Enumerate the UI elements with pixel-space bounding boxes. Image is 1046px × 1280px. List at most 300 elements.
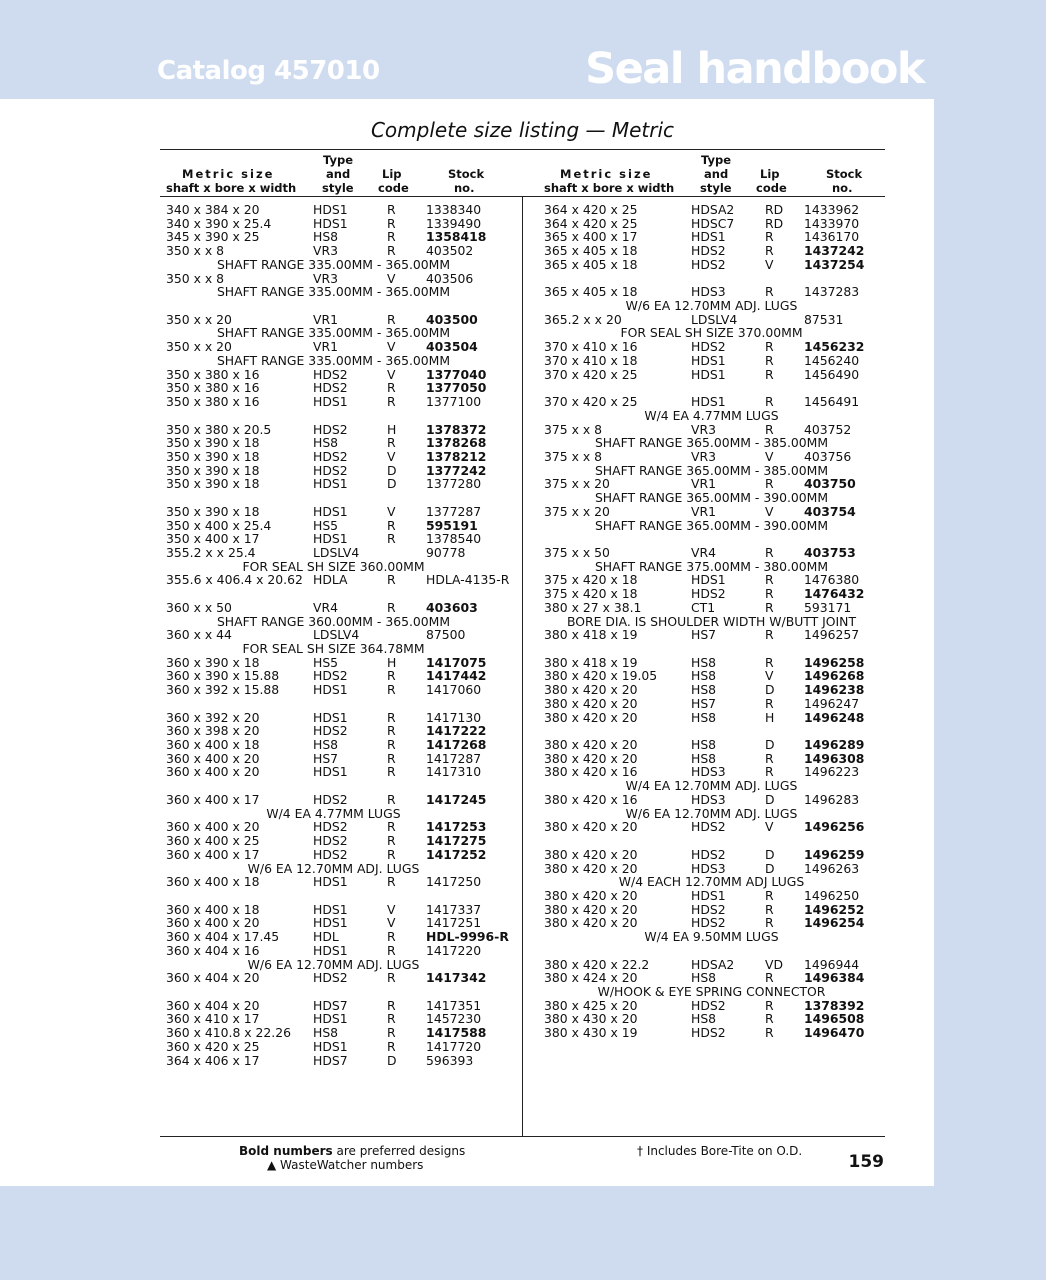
style-cell: HDS1 [691,572,726,588]
style-cell: HDS1 [313,1038,348,1054]
stock-cell: 595191 [426,517,478,533]
style-cell: HS8 [691,750,717,766]
style-cell: VR3 [313,270,338,286]
style-cell: HDS2 [313,970,348,986]
stock-cell: 1417130 [426,709,482,725]
table-row [539,477,894,491]
note-text: SHAFT RANGE 375.00MM - 380.00MM [594,558,829,574]
style-cell: HDS2 [313,462,348,478]
style-cell: LDSLV4 [313,627,360,643]
lip-cell: R [765,764,774,780]
size-cell: 355.6 x 406.4 x 20.62 [166,572,303,588]
legend-bold-label: Bold numbers [239,1144,333,1158]
style-cell: HS7 [691,695,717,711]
lip-cell: V [387,448,396,464]
size-cell: 360 x 404 x 16 [166,942,260,958]
stock-cell: 1377280 [426,476,482,492]
size-cell: 380 x 420 x 20 [544,682,638,698]
size-cell: 360 x 400 x 18 [166,901,260,917]
note-text: FOR SEAL SH SIZE 370.00MM [620,325,803,341]
note-text: SHAFT RANGE 365.00MM - 385.00MM [594,462,829,478]
spacer-row [539,642,894,656]
stock-cell: HDLA-4135-R [426,572,510,588]
lip-cell: V [387,503,396,519]
stock-cell: 1417442 [426,668,487,684]
lip-cell: R [387,942,396,958]
table-row [539,820,894,834]
style-cell: HDS2 [691,915,726,931]
size-cell: 360 x x 50 [166,599,232,615]
legend-bold [239,1144,465,1158]
lip-cell: R [387,435,396,451]
size-cell: 370 x 410 x 18 [544,352,638,368]
stock-cell: 1417337 [426,901,482,917]
lip-cell: R [387,874,396,890]
size-cell: 360 x 398 x 20 [166,723,260,739]
style-cell: HDS1 [313,531,348,547]
stock-cell: 1476432 [804,586,865,602]
note-row [539,560,894,574]
style-cell: HDS1 [313,682,348,698]
size-cell: 360 x 404 x 17.45 [166,929,280,945]
note-text: W/4 EA 12.70MM ADJ. LUGS [625,778,798,794]
lip-cell: V [765,503,774,519]
stock-cell: 1496283 [804,791,860,807]
style-cell: HDS1 [691,394,726,410]
spacer-row [161,491,516,505]
table-row [161,930,516,944]
note-text: W/6 EA 12.70MM ADJ. LUGS [247,956,420,972]
table-row [161,1012,516,1026]
note-text: SHAFT RANGE 335.00MM - 365.00MM [216,256,451,272]
size-cell: 380 x 420 x 20 [544,915,638,931]
lip-cell: R [765,750,774,766]
stock-cell: 1417220 [426,942,482,958]
table-row [161,711,516,725]
table-row [539,916,894,930]
style-cell: HDS1 [691,229,726,245]
table-row [539,395,894,409]
note-row [161,807,516,821]
size-cell: 350 x 400 x 17 [166,531,260,547]
lip-cell: R [387,970,396,986]
style-cell: HDSC7 [691,215,735,231]
stock-cell: 1496508 [804,1011,865,1027]
style-cell: HS7 [691,627,717,643]
note-text: SHAFT RANGE 365.00MM - 385.00MM [594,435,829,451]
stock-cell: 1496257 [804,627,860,643]
style-cell: HS8 [691,970,717,986]
table-row [539,1026,894,1040]
style-cell: VR4 [691,544,716,560]
style-cell: HDS2 [691,339,726,355]
lip-cell: V [387,270,396,286]
lip-cell: V [387,915,396,931]
size-cell: 360 x 400 x 20 [166,819,260,835]
stock-cell: 1456232 [804,339,865,355]
lip-cell: V [765,819,774,835]
stock-cell: 1496289 [804,737,865,753]
stock-cell: 1377287 [426,503,482,519]
stock-cell: 1417252 [426,846,487,862]
spacer-row [161,889,516,903]
size-cell: 350 x 390 x 18 [166,448,260,464]
table-row [161,532,516,546]
style-cell: HDLA [313,572,348,588]
size-cell: 360 x 404 x 20 [166,970,260,986]
table-row [161,340,516,354]
note-text: BORE DIA. IS SHOULDER WIDTH W/BUTT JOINT [566,613,857,629]
stock-cell: 593171 [804,599,852,615]
table-row [161,834,516,848]
stock-cell: 1339490 [426,215,482,231]
table-row [539,656,894,670]
stock-cell: 90778 [426,544,466,560]
stock-cell: 1496308 [804,750,865,766]
table-row [161,546,516,560]
stock-cell: 87531 [804,311,844,327]
style-cell: HS8 [691,682,717,698]
lip-cell: R [387,229,396,245]
table-row [161,724,516,738]
header-size-bottom: shaft x bore x width [166,181,297,195]
style-cell: HDL [313,929,339,945]
lip-cell: RD [765,215,784,231]
style-cell: HDS1 [691,352,726,368]
size-cell: 360 x 400 x 18 [166,737,260,753]
table-row [539,546,894,560]
lip-cell: V [765,668,774,684]
lip-cell: R [387,215,396,231]
spacer-row [539,532,894,546]
header-lip-2: code [378,181,409,195]
note-text: SHAFT RANGE 365.00MM - 390.00MM [594,490,829,506]
lip-cell: R [387,202,396,217]
stock-cell: 1417351 [426,997,482,1013]
lip-cell: R [765,599,774,615]
style-cell: LDSLV4 [313,544,360,560]
stock-cell: 596393 [426,1052,474,1068]
lip-cell: R [387,572,396,588]
table-row [539,889,894,903]
lip-cell: R [765,544,774,560]
lip-cell: R [765,476,774,492]
style-cell: HDS7 [313,997,348,1013]
lip-cell: D [765,682,775,698]
note-row [539,519,894,533]
size-cell: 360 x 410 x 17 [166,1011,260,1027]
spacer-row [161,409,516,423]
size-cell: 360 x 420 x 25 [166,1038,260,1054]
table-row [161,505,516,519]
table-row [539,258,894,272]
table-row [161,628,516,642]
table-row [539,573,894,587]
stock-cell: HDL-9996-R [426,929,509,945]
spacer-row [539,381,894,395]
lip-cell: R [387,682,396,698]
style-cell: HDS2 [691,901,726,917]
stock-cell: 1496258 [804,654,865,670]
stock-cell: 1377050 [426,380,487,396]
size-cell: 375 x x 8 [544,421,603,437]
header-type-3: style [322,181,354,195]
note-text: W/4 EACH 12.70MM ADJ LUGS [618,874,805,890]
note-text: W/HOOK & EYE SPRING CONNECTOR [597,983,826,999]
style-cell: HDS1 [313,709,348,725]
table-row [539,601,894,615]
size-cell: 375 x x 50 [544,544,610,560]
lip-cell: H [765,709,775,725]
note-text: SHAFT RANGE 335.00MM - 365.00MM [216,284,451,300]
stock-cell: 1496268 [804,668,865,684]
size-cell: 360 x 400 x 20 [166,915,260,931]
size-cell: 375 x x 8 [544,448,603,464]
stock-cell: 1496259 [804,846,865,862]
table-row [161,477,516,491]
table-row [161,381,516,395]
style-cell: HDS1 [313,915,348,931]
style-cell: HS8 [313,737,339,753]
spacer-row [539,944,894,958]
stock-cell: 1496256 [804,819,865,835]
size-cell: 380 x 420 x 20 [544,819,638,835]
table-row [161,601,516,615]
table-row [161,272,516,286]
stock-cell: 1417253 [426,819,487,835]
table-row [161,999,516,1013]
left-size-list [161,203,516,1067]
legend-wastewatcher: ▲ WasteWatcher numbers [267,1158,424,1172]
style-cell: HDS2 [313,846,348,862]
table-row [539,230,894,244]
size-cell: 380 x 420 x 20 [544,860,638,876]
lip-cell: R [387,599,396,615]
style-cell: HDS1 [313,901,348,917]
size-cell: 370 x 410 x 16 [544,339,638,355]
stock-cell: 1417268 [426,737,487,753]
note-row [539,807,894,821]
table-row [161,203,516,217]
stock-cell: 1417075 [426,654,487,670]
note-text: SHAFT RANGE 360.00MM - 365.00MM [216,613,451,629]
table-row [539,958,894,972]
style-cell: CT1 [691,599,716,615]
spacer-row [161,985,516,999]
size-cell: 360 x 390 x 15.88 [166,668,280,684]
table-row [161,217,516,231]
table-row [161,683,516,697]
stock-cell: 1437283 [804,284,860,300]
table-row [161,368,516,382]
note-row [161,258,516,272]
stock-cell: 403752 [804,421,852,437]
table-row [539,587,894,601]
stock-cell: 1378268 [426,435,487,451]
lip-cell: R [387,929,396,945]
note-row [539,436,894,450]
stock-cell: 1338340 [426,202,482,217]
note-row [539,409,894,423]
size-cell: 375 x 420 x 18 [544,586,638,602]
size-cell: 375 x x 20 [544,503,610,519]
style-cell: HDS2 [691,819,726,835]
right-column-header [538,153,885,195]
lip-cell: R [765,654,774,670]
size-cell: 364 x 420 x 25 [544,215,638,231]
size-cell: 365.2 x x 20 [544,311,622,327]
style-cell: HDS3 [691,791,726,807]
stock-cell: 1377100 [426,394,482,410]
spacer-row [161,779,516,793]
note-text: SHAFT RANGE 365.00MM - 390.00MM [594,517,829,533]
stock-cell: 1378372 [426,421,487,437]
size-cell: 380 x 27 x 38.1 [544,599,642,615]
table-row [539,669,894,683]
stock-cell: 1433970 [804,215,860,231]
lip-cell: R [387,997,396,1013]
note-text: W/4 EA 9.50MM LUGS [644,929,779,945]
size-cell: 380 x 420 x 22.2 [544,956,650,972]
lip-cell: R [387,764,396,780]
note-text: FOR SEAL SH SIZE 364.78MM [242,641,425,656]
note-row [161,862,516,876]
lip-cell: VD [765,956,784,972]
style-cell: VR3 [313,243,338,259]
size-cell: 350 x x 20 [166,339,232,355]
size-cell: 360 x 400 x 25 [166,833,260,849]
table-row [161,944,516,958]
lip-cell: R [387,819,396,835]
style-cell: HDS7 [313,1052,348,1068]
stock-cell: 1417222 [426,723,487,739]
lip-cell: R [387,311,396,327]
table-row [161,765,516,779]
stock-cell: 1496238 [804,682,865,698]
style-cell: HDS3 [691,860,726,876]
brand-title: Seal handbook [585,44,924,94]
lip-cell: R [765,394,774,410]
table-row [161,1026,516,1040]
style-cell: HDS2 [691,846,726,862]
size-cell: 350 x 380 x 20.5 [166,421,272,437]
lip-cell: R [387,380,396,396]
table-row [161,738,516,752]
style-cell: VR3 [691,448,716,464]
note-text: FOR SEAL SH SIZE 360.00MM [242,558,425,574]
lip-cell: R [387,791,396,807]
size-cell: 380 x 420 x 20 [544,750,638,766]
header-size-top: Metric size [560,167,653,181]
style-cell: HDS1 [313,476,348,492]
lip-cell: R [765,695,774,711]
size-cell: 380 x 420 x 16 [544,791,638,807]
stock-cell: 403603 [426,599,478,615]
lip-cell: D [765,846,775,862]
size-cell: 340 x 390 x 25.4 [166,215,272,231]
size-cell: 380 x 420 x 16 [544,764,638,780]
size-cell: 365 x 405 x 18 [544,243,638,259]
note-row [539,779,894,793]
table-row [539,711,894,725]
stock-cell: 1436170 [804,229,860,245]
stock-cell: 1456490 [804,366,860,382]
style-cell: HS8 [691,1011,717,1027]
note-row [161,354,516,368]
lip-cell: R [765,421,774,437]
table-row [161,395,516,409]
style-cell: HDS2 [313,833,348,849]
style-cell: HDS1 [691,366,726,382]
table-row [161,1040,516,1054]
table-row [539,368,894,382]
lip-cell: D [765,737,775,753]
lip-cell: R [765,887,774,903]
style-cell: VR4 [313,599,338,615]
style-cell: LDSLV4 [691,311,738,327]
lip-cell: V [387,901,396,917]
stock-cell: 1437254 [804,256,865,272]
stock-cell: 1496250 [804,887,860,903]
stock-cell: 1496263 [804,860,860,876]
lip-cell: R [765,339,774,355]
note-row [539,615,894,629]
stock-cell: 1417287 [426,750,482,766]
table-row [539,971,894,985]
lip-cell: R [387,394,396,410]
style-cell: HDS2 [313,421,348,437]
note-row [161,560,516,574]
stock-cell: 1457230 [426,1011,482,1027]
header-size-top: Metric size [182,167,275,181]
table-row [161,230,516,244]
note-row [539,985,894,999]
lip-cell: R [765,572,774,588]
style-cell: HDS3 [691,284,726,300]
header-type-3: style [700,181,732,195]
style-cell: HDS2 [313,819,348,835]
lip-cell: R [387,1038,396,1054]
size-cell: 380 x 418 x 19 [544,654,638,670]
table-row [539,999,894,1013]
note-text: W/6 EA 12.70MM ADJ. LUGS [625,298,798,314]
style-cell: HS8 [313,229,339,245]
note-row [161,615,516,629]
style-cell: HS8 [691,737,717,753]
stock-cell: 1417251 [426,915,482,931]
table-row [161,244,516,258]
size-cell: 360 x 400 x 20 [166,764,260,780]
size-cell: 350 x 380 x 16 [166,366,260,382]
size-cell: 340 x 384 x 20 [166,202,260,217]
size-cell: 380 x 418 x 19 [544,627,638,643]
page-sheet [0,99,934,1186]
stock-cell: 1378540 [426,531,482,547]
style-cell: HDS2 [691,1025,726,1041]
page-number: 159 [848,1152,884,1172]
lip-cell: R [765,284,774,300]
stock-cell: 1358418 [426,229,487,245]
stock-cell: 1417310 [426,764,482,780]
lip-cell: D [387,476,397,492]
lip-cell: V [387,339,396,355]
header-lip-1: Lip [382,167,402,181]
style-cell: VR1 [313,311,338,327]
note-text: W/4 EA 4.77MM LUGS [644,407,779,423]
style-cell: HS8 [313,1025,339,1041]
table-row [161,820,516,834]
note-row [539,491,894,505]
